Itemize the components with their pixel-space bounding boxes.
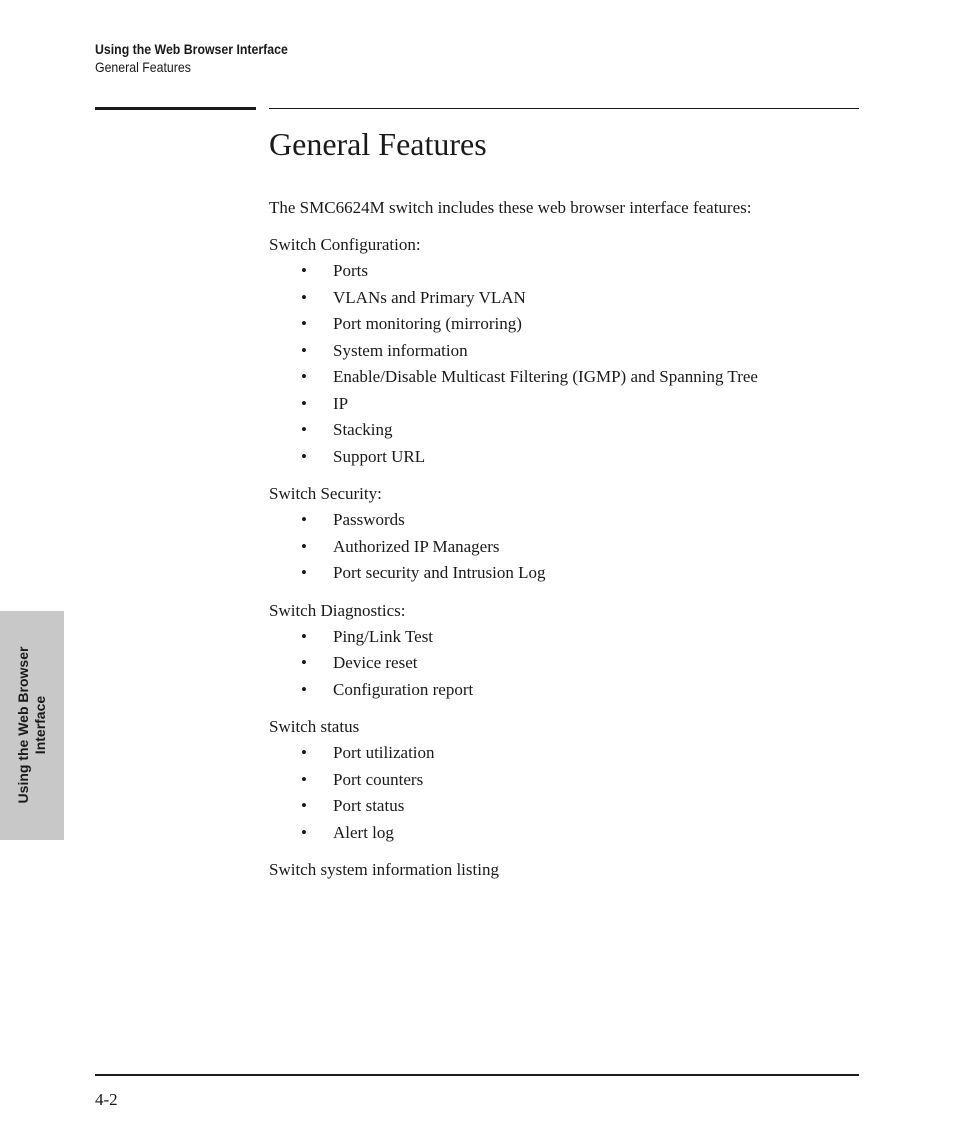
list-item-text: Ping/Link Test xyxy=(333,626,434,646)
list-item-text: Port counters xyxy=(333,769,424,789)
chapter-side-tab xyxy=(0,611,64,840)
bullet-icon: • xyxy=(301,261,307,280)
bullet-icon: • xyxy=(301,393,307,413)
list-item-text: Port security and Intrusion Log xyxy=(333,563,546,582)
list-item xyxy=(269,624,859,651)
main-content xyxy=(269,195,859,883)
section-label: Switch system information listing xyxy=(269,860,499,879)
bullet-icon: • xyxy=(301,314,307,333)
header-rule-thin xyxy=(269,108,859,109)
list-item xyxy=(269,677,859,704)
list-item xyxy=(269,767,859,794)
bullet-list xyxy=(269,258,859,470)
list-item xyxy=(269,285,859,312)
list-item xyxy=(269,311,859,338)
list-item-text: Support URL xyxy=(333,446,426,466)
list-item xyxy=(269,793,859,820)
list-item-text: Alert log xyxy=(333,822,394,842)
list-item-text: Port status xyxy=(333,796,405,815)
list-item xyxy=(269,650,859,677)
list-item xyxy=(269,338,859,365)
running-head xyxy=(95,40,288,76)
list-item-text: Port utilization xyxy=(333,743,435,762)
running-head-title: Using the Web Browser Interface xyxy=(95,41,288,57)
list-item-text: Ports xyxy=(333,261,368,280)
bullet-list xyxy=(269,507,859,587)
list-item xyxy=(269,364,859,391)
list-item xyxy=(269,391,859,418)
bullet-list xyxy=(269,624,859,704)
list-item-text: Passwords xyxy=(333,510,405,529)
section-label: Switch status xyxy=(269,717,360,736)
list-item xyxy=(269,507,859,534)
list-item-text: Port monitoring (mirroring) xyxy=(333,314,522,333)
footer-rule xyxy=(95,1074,859,1076)
list-item xyxy=(269,444,859,471)
header-rule-thick xyxy=(95,107,256,110)
feature-sections xyxy=(269,232,859,883)
bullet-icon: • xyxy=(301,679,307,699)
list-item xyxy=(269,820,859,847)
bullet-icon: • xyxy=(301,653,307,672)
side-tab-line-1: Using the Web Browser xyxy=(15,646,31,804)
list-item-text: Configuration report xyxy=(333,679,474,699)
list-item-text: System information xyxy=(333,340,468,360)
list-item xyxy=(269,417,859,444)
bullet-icon: • xyxy=(301,287,307,307)
list-item xyxy=(269,258,859,285)
list-item xyxy=(269,740,859,767)
list-item xyxy=(269,560,859,587)
list-item-text: Stacking xyxy=(333,420,393,439)
side-tab-line-2: Interface xyxy=(32,695,48,755)
bullet-icon: • xyxy=(301,743,307,762)
running-head-subtitle: General Features xyxy=(95,59,191,75)
page-title: General Features xyxy=(269,126,487,162)
bullet-icon: • xyxy=(301,626,307,646)
list-item-text: Authorized IP Managers xyxy=(333,536,500,556)
bullet-icon: • xyxy=(301,340,307,360)
section-label: Switch Configuration: xyxy=(269,235,421,254)
list-item-text: IP xyxy=(333,393,349,413)
bullet-icon: • xyxy=(301,536,307,556)
intro-paragraph: The SMC6624M switch includes these web browser interface features: xyxy=(269,198,752,217)
bullet-list xyxy=(269,740,859,846)
list-item-text: VLANs and Primary VLAN xyxy=(333,287,526,307)
bullet-icon: • xyxy=(301,420,307,439)
section-label: Switch Security: xyxy=(269,484,382,503)
side-tab-label xyxy=(15,611,49,840)
section-label: Switch Diagnostics: xyxy=(269,600,406,620)
list-item-text: Enable/Disable Multicast Filtering (IGMP) and Spanning Tree xyxy=(333,367,758,386)
bullet-icon: • xyxy=(301,446,307,466)
bullet-icon: • xyxy=(301,563,307,582)
bullet-icon: • xyxy=(301,769,307,789)
bullet-icon: • xyxy=(301,510,307,529)
list-item xyxy=(269,534,859,561)
page-number: 4-2 xyxy=(95,1090,118,1109)
bullet-icon: • xyxy=(301,367,307,386)
bullet-icon: • xyxy=(301,796,307,815)
list-item-text: Device reset xyxy=(333,653,418,672)
bullet-icon: • xyxy=(301,822,307,842)
